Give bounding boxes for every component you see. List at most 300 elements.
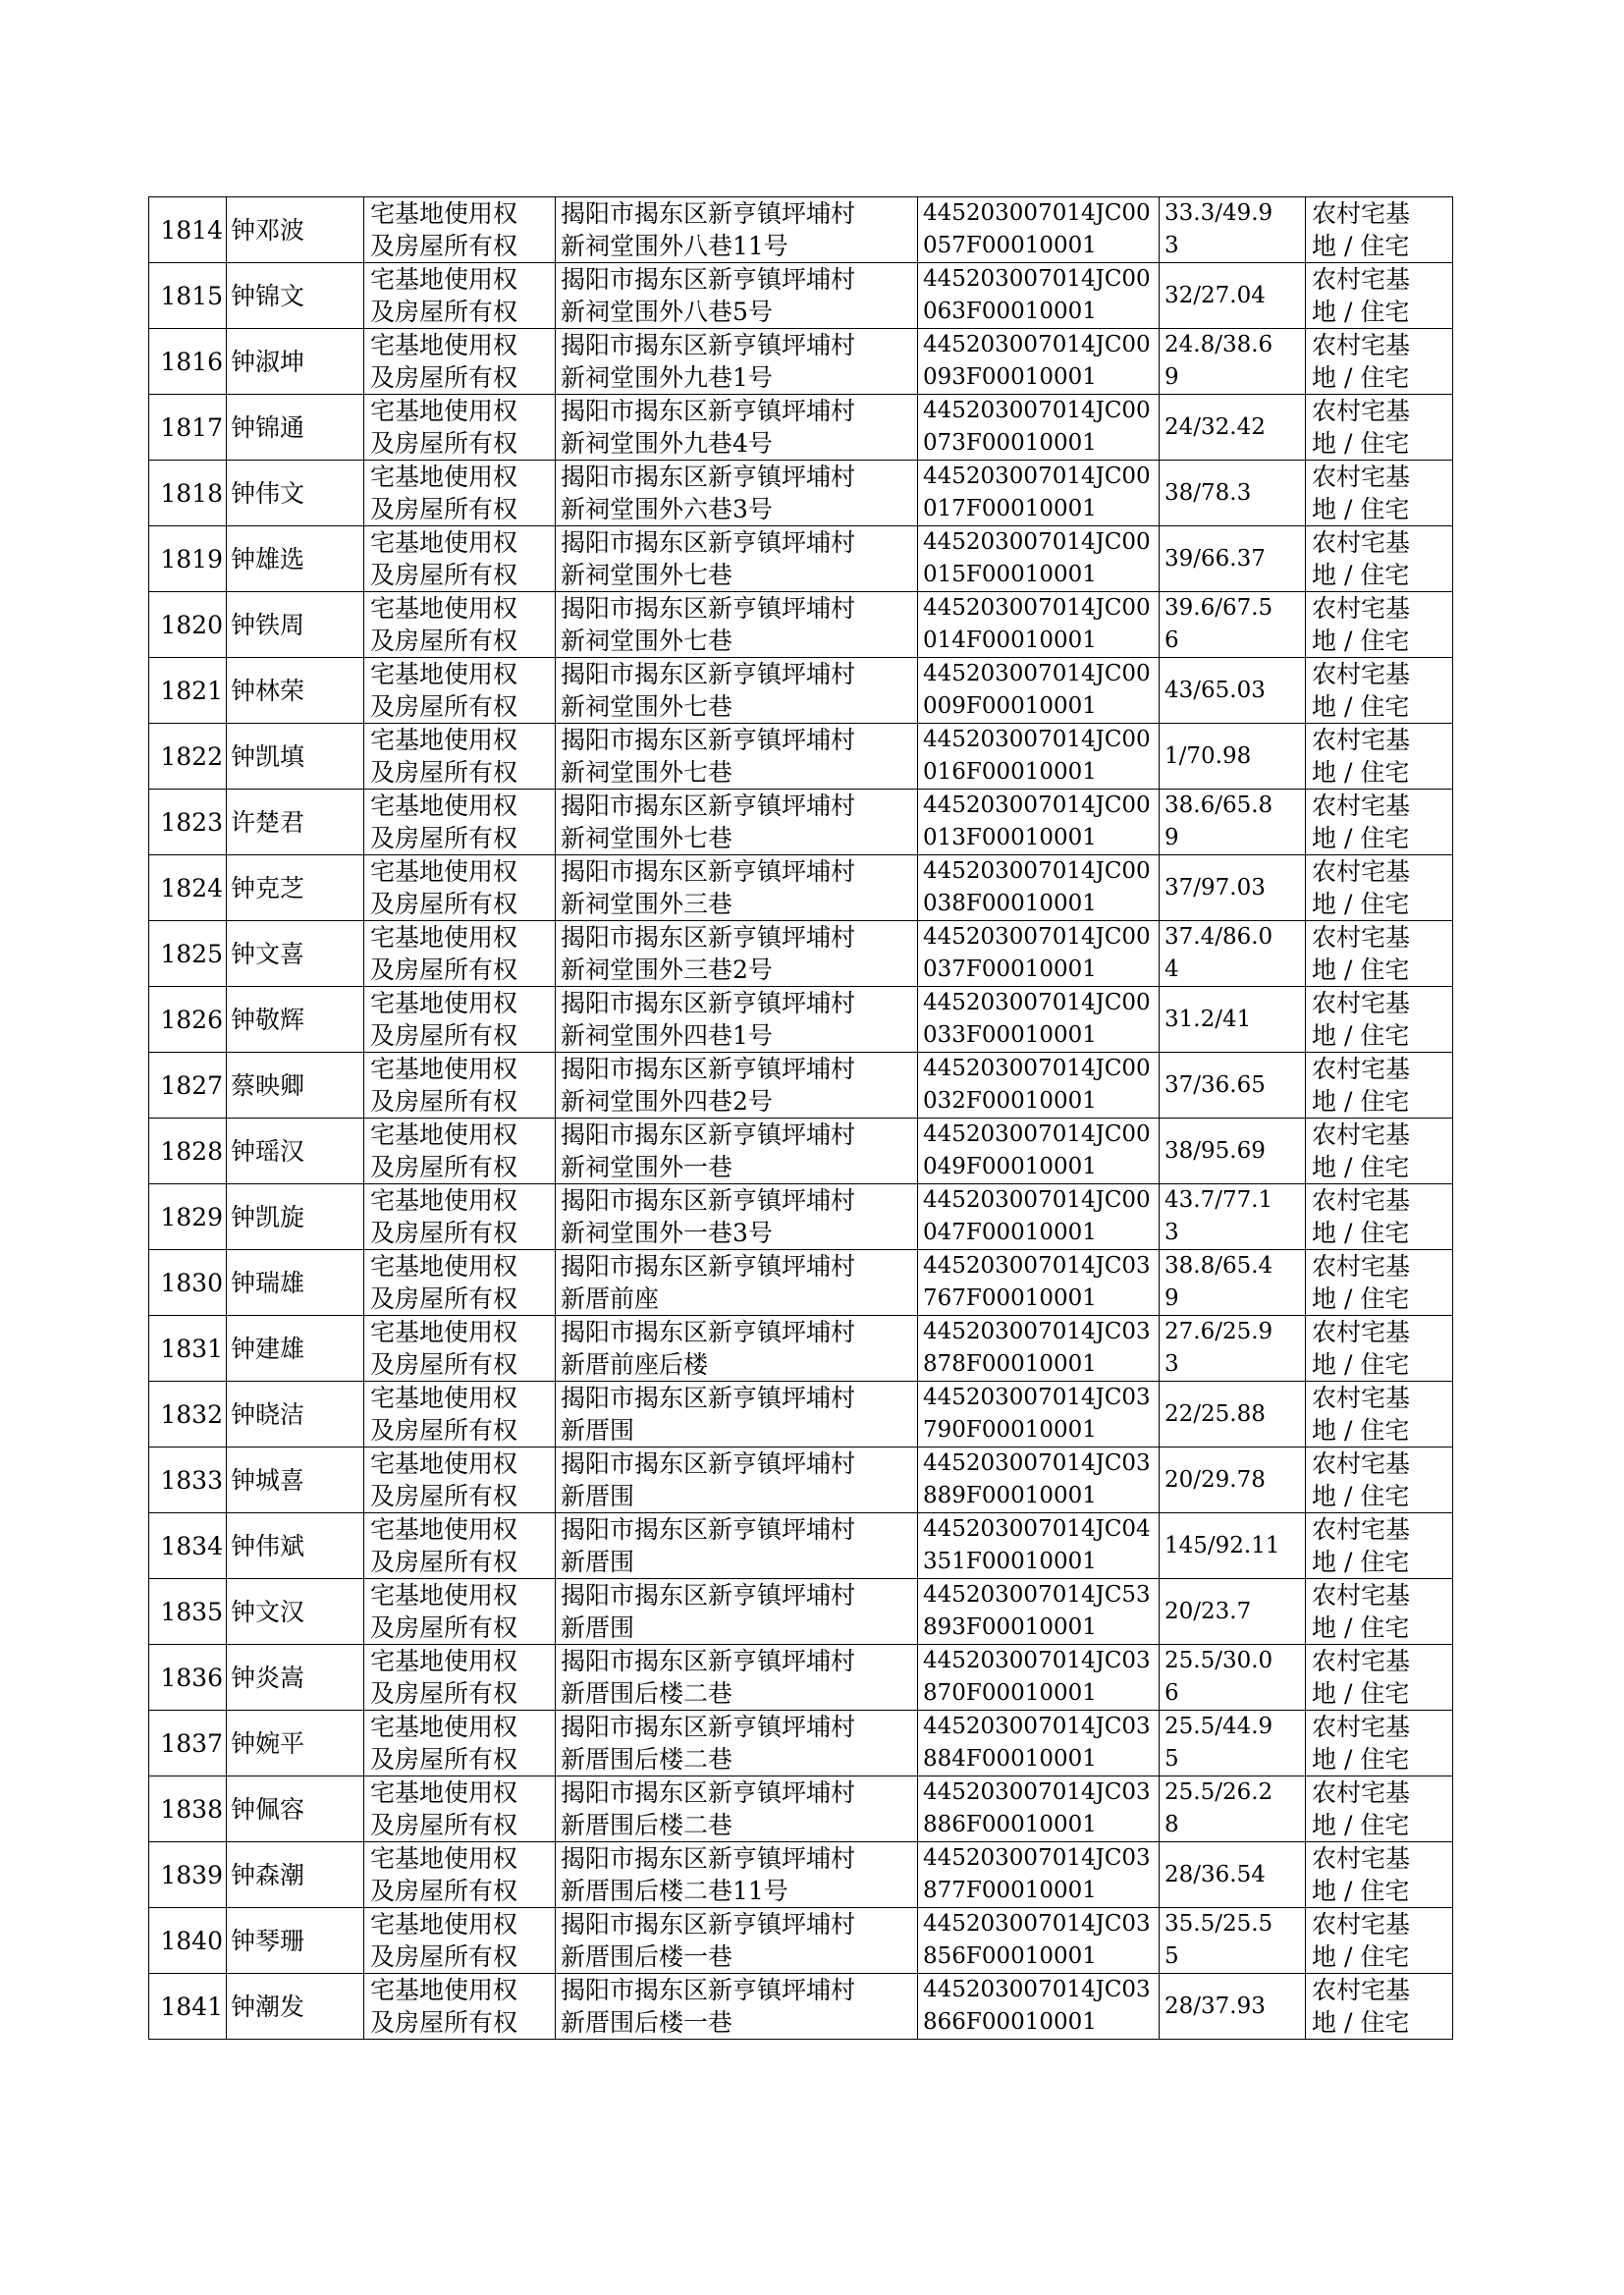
cell-line: 及房屋所有权 xyxy=(370,627,518,655)
record-number-cell: 1827 xyxy=(149,1053,227,1119)
cell-line: 揭阳市揭东区新亨镇坪埔村 xyxy=(561,1713,856,1741)
cell-line: 新祠堂围外四巷2号 xyxy=(561,1087,773,1116)
cell-line: 25.5/26.2 xyxy=(1164,1779,1273,1805)
registry-table xyxy=(148,196,1453,2040)
cell-line: 地 / 住宅 xyxy=(1312,1482,1410,1510)
cell-line: 揭阳市揭东区新亨镇坪埔村 xyxy=(561,726,856,754)
cell-line: 及房屋所有权 xyxy=(370,1021,518,1050)
cell-line: 农村宅基 xyxy=(1312,463,1411,491)
cell-line: 及房屋所有权 xyxy=(370,298,518,326)
owner-name-cell: 钟佩容 xyxy=(227,1776,364,1842)
unit-code-cell xyxy=(918,658,1160,724)
cell-line: 农村宅基 xyxy=(1312,528,1411,557)
cell-line: 445203007014JC03 xyxy=(923,1977,1151,2002)
right-type-cell xyxy=(364,1842,556,1908)
cell-line: 农村宅基 xyxy=(1312,199,1411,228)
address-cell xyxy=(556,1053,918,1119)
cell-line: 38.6/65.8 xyxy=(1164,792,1273,818)
unit-code-cell xyxy=(918,855,1160,921)
owner-name-cell: 钟婉平 xyxy=(227,1711,364,1776)
area-cell xyxy=(1160,1711,1306,1776)
cell-line: 揭阳市揭东区新亨镇坪埔村 xyxy=(561,331,856,359)
land-use-cell xyxy=(1306,592,1453,658)
record-number-cell: 1821 xyxy=(149,658,227,724)
cell-line: 新祠堂围外九巷1号 xyxy=(561,363,773,392)
right-type-cell xyxy=(364,1316,556,1382)
area-cell xyxy=(1160,1184,1306,1250)
table-row xyxy=(149,1382,1453,1448)
record-number-cell: 1826 xyxy=(149,987,227,1053)
cell-line: 39.6/67.5 xyxy=(1164,595,1273,621)
cell-line: 20/23.7 xyxy=(1164,1598,1252,1624)
cell-line: 揭阳市揭东区新亨镇坪埔村 xyxy=(561,1976,856,2004)
area-cell xyxy=(1160,1448,1306,1513)
cell-line: 农村宅基 xyxy=(1312,397,1411,425)
cell-line: 445203007014JC00 xyxy=(923,1056,1151,1081)
area-cell xyxy=(1160,1645,1306,1711)
address-cell xyxy=(556,1711,918,1776)
land-use-cell xyxy=(1306,263,1453,329)
land-use-cell xyxy=(1306,1119,1453,1184)
area-cell xyxy=(1160,461,1306,526)
cell-line: 445203007014JC00 xyxy=(923,266,1151,292)
table-row xyxy=(149,329,1453,395)
unit-code-cell xyxy=(918,1316,1160,1382)
cell-line: 及房屋所有权 xyxy=(370,1087,518,1116)
owner-name-cell: 钟凯旋 xyxy=(227,1184,364,1250)
right-type-cell xyxy=(364,1513,556,1579)
owner-name-cell: 钟晓洁 xyxy=(227,1382,364,1448)
cell-line: 新厝围后楼二巷 xyxy=(561,1745,733,1774)
cell-line: 农村宅基 xyxy=(1312,1844,1411,1873)
cell-line: 农村宅基 xyxy=(1312,660,1411,688)
cell-line: 新祠堂围外七巷 xyxy=(561,824,733,852)
address-cell xyxy=(556,263,918,329)
cell-line: 地 / 住宅 xyxy=(1312,1548,1410,1576)
cell-line: 宅基地使用权 xyxy=(370,1778,518,1807)
unit-code-cell xyxy=(918,724,1160,790)
unit-code-cell xyxy=(918,526,1160,592)
record-number-cell: 1831 xyxy=(149,1316,227,1382)
right-type-cell xyxy=(364,1776,556,1842)
cell-line: 及房屋所有权 xyxy=(370,1219,518,1247)
cell-line: 38.8/65.4 xyxy=(1164,1253,1273,1279)
owner-name-cell: 钟瑶汉 xyxy=(227,1119,364,1184)
address-cell xyxy=(556,592,918,658)
owner-name-cell: 钟锦通 xyxy=(227,395,364,461)
right-type-cell xyxy=(364,1250,556,1316)
cell-line: 445203007014JC03 xyxy=(923,1911,1151,1937)
cell-line: 揭阳市揭东区新亨镇坪埔村 xyxy=(561,1647,856,1675)
cell-line: 047F00010001 xyxy=(923,1220,1097,1245)
cell-line: 农村宅基 xyxy=(1312,1318,1411,1346)
table-row xyxy=(149,790,1453,855)
cell-line: 445203007014JC53 xyxy=(923,1582,1151,1608)
unit-code-cell xyxy=(918,790,1160,855)
record-number-cell: 1817 xyxy=(149,395,227,461)
record-number-cell: 1838 xyxy=(149,1776,227,1842)
cell-line: 农村宅基 xyxy=(1312,331,1411,359)
cell-line: 农村宅基 xyxy=(1312,1713,1411,1741)
cell-line: 445203007014JC00 xyxy=(923,990,1151,1015)
land-use-cell xyxy=(1306,790,1453,855)
cell-line: 057F00010001 xyxy=(923,233,1097,258)
land-use-cell xyxy=(1306,1513,1453,1579)
land-use-cell xyxy=(1306,1842,1453,1908)
cell-line: 9 xyxy=(1164,364,1179,390)
table-row xyxy=(149,1119,1453,1184)
cell-line: 农村宅基 xyxy=(1312,989,1411,1017)
cell-line: 038F00010001 xyxy=(923,891,1097,916)
cell-line: 新厝围 xyxy=(561,1482,635,1510)
land-use-cell xyxy=(1306,1645,1453,1711)
area-cell xyxy=(1160,724,1306,790)
cell-line: 宅基地使用权 xyxy=(370,1318,518,1346)
record-number-cell: 1820 xyxy=(149,592,227,658)
cell-line: 地 / 住宅 xyxy=(1312,956,1410,984)
cell-line: 445203007014JC03 xyxy=(923,1714,1151,1739)
table-row xyxy=(149,855,1453,921)
cell-line: 农村宅基 xyxy=(1312,726,1411,754)
cell-line: 新厝围后楼一巷 xyxy=(561,1942,733,1971)
cell-line: 宅基地使用权 xyxy=(370,594,518,623)
record-number-cell: 1824 xyxy=(149,855,227,921)
cell-line: 农村宅基 xyxy=(1312,857,1411,886)
address-cell xyxy=(556,1119,918,1184)
owner-name-cell: 钟伟斌 xyxy=(227,1513,364,1579)
cell-line: 农村宅基 xyxy=(1312,265,1411,294)
unit-code-cell xyxy=(918,1776,1160,1842)
record-number-cell: 1833 xyxy=(149,1448,227,1513)
owner-name-cell: 钟邓波 xyxy=(227,197,364,263)
table-row xyxy=(149,1053,1453,1119)
cell-line: 宅基地使用权 xyxy=(370,1581,518,1610)
cell-line: 及房屋所有权 xyxy=(370,1679,518,1708)
address-cell xyxy=(556,1316,918,1382)
cell-line: 新厝围 xyxy=(561,1548,635,1576)
address-cell xyxy=(556,921,918,987)
area-cell xyxy=(1160,592,1306,658)
area-cell xyxy=(1160,1513,1306,1579)
cell-line: 新祠堂围外一巷3号 xyxy=(561,1219,773,1247)
cell-line: 445203007014JC00 xyxy=(923,858,1151,884)
cell-line: 宅基地使用权 xyxy=(370,265,518,294)
cell-line: 009F00010001 xyxy=(923,693,1097,719)
unit-code-cell xyxy=(918,987,1160,1053)
cell-line: 地 / 住宅 xyxy=(1312,1416,1410,1445)
owner-name-cell: 钟敬辉 xyxy=(227,987,364,1053)
unit-code-cell xyxy=(918,1184,1160,1250)
cell-line: 37/97.03 xyxy=(1164,874,1266,901)
cell-line: 宅基地使用权 xyxy=(370,660,518,688)
owner-name-cell: 钟森潮 xyxy=(227,1842,364,1908)
address-cell xyxy=(556,1908,918,1974)
cell-line: 及房屋所有权 xyxy=(370,1613,518,1642)
cell-line: 767F00010001 xyxy=(923,1285,1097,1311)
table-row xyxy=(149,1711,1453,1776)
right-type-cell xyxy=(364,1184,556,1250)
land-use-cell xyxy=(1306,1448,1453,1513)
cell-line: 及房屋所有权 xyxy=(370,890,518,918)
unit-code-cell xyxy=(918,263,1160,329)
owner-name-cell: 钟伟文 xyxy=(227,461,364,526)
cell-line: 015F00010001 xyxy=(923,562,1097,587)
unit-code-cell xyxy=(918,921,1160,987)
right-type-cell xyxy=(364,1711,556,1776)
cell-line: 9 xyxy=(1164,1285,1179,1311)
cell-line: 28/37.93 xyxy=(1164,1993,1266,2019)
cell-line: 地 / 住宅 xyxy=(1312,232,1410,260)
unit-code-cell xyxy=(918,1053,1160,1119)
cell-line: 3 xyxy=(1164,1220,1179,1245)
cell-line: 35.5/25.5 xyxy=(1164,1911,1273,1937)
record-number-cell: 1823 xyxy=(149,790,227,855)
cell-line: 宅基地使用权 xyxy=(370,331,518,359)
land-use-cell xyxy=(1306,526,1453,592)
cell-line: 揭阳市揭东区新亨镇坪埔村 xyxy=(561,857,856,886)
cell-line: 3 xyxy=(1164,1351,1179,1377)
record-number-cell: 1815 xyxy=(149,263,227,329)
record-number-cell: 1825 xyxy=(149,921,227,987)
cell-line: 445203007014JC00 xyxy=(923,595,1151,621)
right-type-cell xyxy=(364,790,556,855)
cell-line: 宅基地使用权 xyxy=(370,1384,518,1412)
cell-line: 884F00010001 xyxy=(923,1746,1097,1772)
cell-line: 地 / 住宅 xyxy=(1312,1153,1410,1181)
right-type-cell xyxy=(364,921,556,987)
land-use-cell xyxy=(1306,1579,1453,1645)
record-number-cell: 1834 xyxy=(149,1513,227,1579)
cell-line: 3 xyxy=(1164,233,1179,258)
unit-code-cell xyxy=(918,1711,1160,1776)
table-row xyxy=(149,1645,1453,1711)
land-use-cell xyxy=(1306,658,1453,724)
record-number-cell: 1816 xyxy=(149,329,227,395)
area-cell xyxy=(1160,1053,1306,1119)
cell-line: 揭阳市揭东区新亨镇坪埔村 xyxy=(561,1515,856,1544)
cell-line: 宅基地使用权 xyxy=(370,989,518,1017)
table-row xyxy=(149,395,1453,461)
land-use-cell xyxy=(1306,1053,1453,1119)
address-cell xyxy=(556,1382,918,1448)
table-row xyxy=(149,1974,1453,2040)
cell-line: 及房屋所有权 xyxy=(370,2008,518,2037)
land-use-cell xyxy=(1306,395,1453,461)
cell-line: 445203007014JC04 xyxy=(923,1516,1151,1542)
address-cell xyxy=(556,790,918,855)
cell-line: 445203007014JC03 xyxy=(923,1779,1151,1805)
cell-line: 新厝围 xyxy=(561,1416,635,1445)
owner-name-cell: 钟克芝 xyxy=(227,855,364,921)
area-cell xyxy=(1160,1908,1306,1974)
cell-line: 地 / 住宅 xyxy=(1312,561,1410,589)
cell-line: 揭阳市揭东区新亨镇坪埔村 xyxy=(561,1844,856,1873)
cell-line: 新厝围后楼二巷 xyxy=(561,1679,733,1708)
address-cell xyxy=(556,1974,918,2040)
record-number-cell: 1830 xyxy=(149,1250,227,1316)
record-number-cell: 1832 xyxy=(149,1382,227,1448)
cell-line: 及房屋所有权 xyxy=(370,363,518,392)
cell-line: 新祠堂围外八巷5号 xyxy=(561,298,773,326)
cell-line: 新祠堂围外九巷4号 xyxy=(561,429,773,458)
table-row xyxy=(149,1776,1453,1842)
cell-line: 地 / 住宅 xyxy=(1312,1942,1410,1971)
cell-line: 新祠堂围外三巷2号 xyxy=(561,956,773,984)
cell-line: 宅基地使用权 xyxy=(370,1120,518,1149)
right-type-cell xyxy=(364,987,556,1053)
owner-name-cell: 钟文汉 xyxy=(227,1579,364,1645)
cell-line: 农村宅基 xyxy=(1312,1976,1411,2004)
unit-code-cell xyxy=(918,1908,1160,1974)
unit-code-cell xyxy=(918,1250,1160,1316)
unit-code-cell xyxy=(918,1974,1160,2040)
cell-line: 新厝前座 xyxy=(561,1284,660,1313)
address-cell xyxy=(556,395,918,461)
cell-line: 及房屋所有权 xyxy=(370,1811,518,1839)
cell-line: 宅基地使用权 xyxy=(370,1055,518,1083)
cell-line: 33.3/49.9 xyxy=(1164,200,1273,226)
owner-name-cell: 钟瑞雄 xyxy=(227,1250,364,1316)
cell-line: 农村宅基 xyxy=(1312,923,1411,952)
address-cell xyxy=(556,1184,918,1250)
unit-code-cell xyxy=(918,197,1160,263)
area-cell xyxy=(1160,526,1306,592)
cell-line: 新祠堂围外七巷 xyxy=(561,627,733,655)
address-cell xyxy=(556,987,918,1053)
owner-name-cell: 钟潮发 xyxy=(227,1974,364,2040)
cell-line: 新祠堂围外八巷11号 xyxy=(561,232,788,260)
cell-line: 878F00010001 xyxy=(923,1351,1097,1377)
table-row xyxy=(149,1448,1453,1513)
address-cell xyxy=(556,1645,918,1711)
area-cell xyxy=(1160,921,1306,987)
record-number-cell: 1818 xyxy=(149,461,227,526)
cell-line: 445203007014JC00 xyxy=(923,661,1151,686)
cell-line: 宅基地使用权 xyxy=(370,1186,518,1215)
cell-line: 宅基地使用权 xyxy=(370,857,518,886)
area-cell xyxy=(1160,263,1306,329)
land-use-cell xyxy=(1306,461,1453,526)
cell-line: 农村宅基 xyxy=(1312,1252,1411,1281)
cell-line: 地 / 住宅 xyxy=(1312,824,1410,852)
land-use-cell xyxy=(1306,1974,1453,2040)
cell-line: 新祠堂围外七巷 xyxy=(561,692,733,721)
area-cell xyxy=(1160,1974,1306,2040)
cell-line: 揭阳市揭东区新亨镇坪埔村 xyxy=(561,1120,856,1149)
cell-line: 农村宅基 xyxy=(1312,1186,1411,1215)
table-row xyxy=(149,1842,1453,1908)
table-row xyxy=(149,263,1453,329)
cell-line: 856F00010001 xyxy=(923,1943,1097,1969)
area-cell xyxy=(1160,1776,1306,1842)
cell-line: 揭阳市揭东区新亨镇坪埔村 xyxy=(561,1910,856,1939)
cell-line: 新厝围后楼二巷11号 xyxy=(561,1877,788,1905)
unit-code-cell xyxy=(918,1448,1160,1513)
cell-line: 新祠堂围外三巷 xyxy=(561,890,733,918)
cell-line: 及房屋所有权 xyxy=(370,1350,518,1379)
record-number-cell: 1814 xyxy=(149,197,227,263)
address-cell xyxy=(556,658,918,724)
cell-line: 揭阳市揭东区新亨镇坪埔村 xyxy=(561,199,856,228)
cell-line: 1/70.98 xyxy=(1164,742,1252,769)
land-use-cell xyxy=(1306,1908,1453,1974)
land-use-cell xyxy=(1306,855,1453,921)
cell-line: 037F00010001 xyxy=(923,956,1097,982)
right-type-cell xyxy=(364,329,556,395)
right-type-cell xyxy=(364,1974,556,2040)
cell-line: 及房屋所有权 xyxy=(370,1745,518,1774)
cell-line: 22/25.88 xyxy=(1164,1400,1266,1427)
cell-line: 地 / 住宅 xyxy=(1312,429,1410,458)
cell-line: 及房屋所有权 xyxy=(370,1482,518,1510)
address-cell xyxy=(556,1250,918,1316)
cell-line: 揭阳市揭东区新亨镇坪埔村 xyxy=(561,1186,856,1215)
cell-line: 9 xyxy=(1164,825,1179,850)
cell-line: 新祠堂围外七巷 xyxy=(561,758,733,787)
table-row xyxy=(149,1579,1453,1645)
cell-line: 宅基地使用权 xyxy=(370,923,518,952)
cell-line: 农村宅基 xyxy=(1312,1647,1411,1675)
cell-line: 及房屋所有权 xyxy=(370,561,518,589)
cell-line: 049F00010001 xyxy=(923,1154,1097,1179)
cell-line: 宅基地使用权 xyxy=(370,397,518,425)
area-cell xyxy=(1160,987,1306,1053)
area-cell xyxy=(1160,855,1306,921)
cell-line: 揭阳市揭东区新亨镇坪埔村 xyxy=(561,1384,856,1412)
right-type-cell xyxy=(364,1448,556,1513)
cell-line: 445203007014JC03 xyxy=(923,1385,1151,1410)
owner-name-cell: 钟雄选 xyxy=(227,526,364,592)
cell-line: 揭阳市揭东区新亨镇坪埔村 xyxy=(561,989,856,1017)
right-type-cell xyxy=(364,1119,556,1184)
cell-line: 宅基地使用权 xyxy=(370,792,518,820)
cell-line: 6 xyxy=(1164,1680,1179,1706)
cell-line: 宅基地使用权 xyxy=(370,1713,518,1741)
unit-code-cell xyxy=(918,329,1160,395)
cell-line: 揭阳市揭东区新亨镇坪埔村 xyxy=(561,397,856,425)
cell-line: 及房屋所有权 xyxy=(370,1416,518,1445)
owner-name-cell: 蔡映卿 xyxy=(227,1053,364,1119)
cell-line: 014F00010001 xyxy=(923,628,1097,653)
cell-line: 新厝前座后楼 xyxy=(561,1350,709,1379)
address-cell xyxy=(556,197,918,263)
cell-line: 及房屋所有权 xyxy=(370,1877,518,1905)
unit-code-cell xyxy=(918,1382,1160,1448)
cell-line: 445203007014JC00 xyxy=(923,1187,1151,1213)
cell-line: 43.7/77.1 xyxy=(1164,1187,1273,1213)
cell-line: 24/32.42 xyxy=(1164,413,1266,440)
cell-line: 38/78.3 xyxy=(1164,479,1252,506)
cell-line: 31.2/41 xyxy=(1164,1006,1252,1032)
table-row xyxy=(149,658,1453,724)
cell-line: 新厝围后楼二巷 xyxy=(561,1811,733,1839)
area-cell xyxy=(1160,1579,1306,1645)
cell-line: 地 / 住宅 xyxy=(1312,627,1410,655)
record-number-cell: 1819 xyxy=(149,526,227,592)
area-cell xyxy=(1160,790,1306,855)
cell-line: 宅基地使用权 xyxy=(370,1449,518,1478)
cell-line: 20/29.78 xyxy=(1164,1466,1266,1493)
cell-line: 445203007014JC03 xyxy=(923,1319,1151,1344)
right-type-cell xyxy=(364,526,556,592)
cell-line: 地 / 住宅 xyxy=(1312,1877,1410,1905)
cell-line: 揭阳市揭东区新亨镇坪埔村 xyxy=(561,1252,856,1281)
address-cell xyxy=(556,329,918,395)
owner-name-cell: 钟淑坤 xyxy=(227,329,364,395)
address-cell xyxy=(556,1513,918,1579)
right-type-cell xyxy=(364,592,556,658)
cell-line: 宅基地使用权 xyxy=(370,199,518,228)
